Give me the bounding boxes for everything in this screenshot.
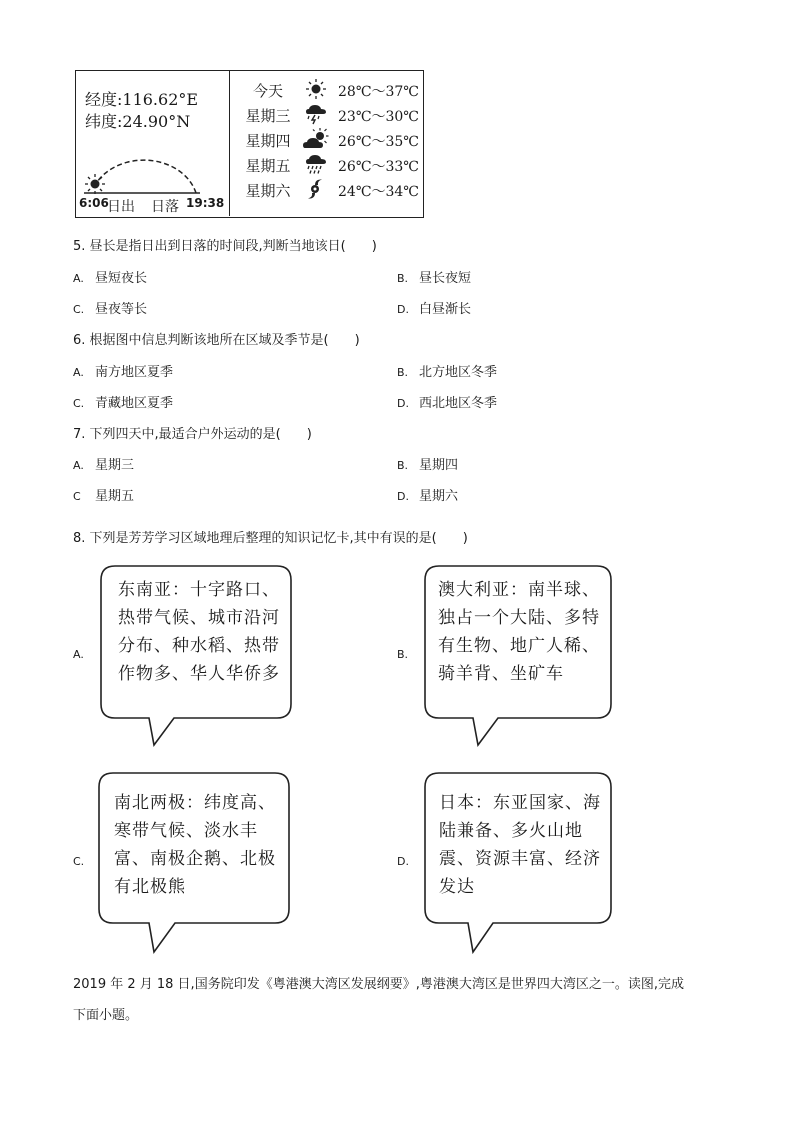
forecast-row [231, 128, 423, 152]
option-d[interactable] [397, 392, 497, 411]
question-5-stem: 5. 昼长是指日出到日落的时间段,判断当地该日( ) [73, 239, 377, 254]
typhoon-icon [303, 178, 329, 200]
option-d[interactable] [397, 298, 471, 317]
sunset-label: 日落 [151, 199, 179, 215]
option-c[interactable] [73, 485, 134, 504]
option-c[interactable] [73, 392, 173, 411]
thunderstorm-icon [303, 103, 329, 125]
option-a-letter: A. [73, 648, 84, 661]
option-text: 星期四 [419, 458, 459, 473]
heavy-rain-icon [303, 153, 329, 175]
option-a[interactable] [73, 267, 147, 286]
option-letter: D. [397, 303, 409, 316]
option-a-card[interactable] [99, 564, 293, 748]
card-text: 日本：东亚国家、海 陆兼备、多火山地 震、资源丰富、经济 发达 [439, 793, 601, 897]
forecast-day: 星期六 [245, 182, 291, 200]
option-c-card[interactable] [97, 771, 291, 955]
forecast-day: 星期四 [245, 132, 291, 150]
option-d-letter: D. [397, 855, 409, 868]
forecast-day: 星期五 [245, 157, 291, 175]
sunset-time: 19:38 [186, 196, 225, 210]
option-letter: C. [73, 303, 85, 316]
option-b-card[interactable] [423, 564, 613, 748]
option-text: 昼长夜短 [419, 271, 472, 286]
option-d-card[interactable] [423, 771, 613, 955]
option-a[interactable] [73, 361, 173, 380]
forecast-row [231, 103, 423, 127]
forecast-temp: 26℃～35℃ [338, 134, 419, 150]
forecast-temp: 26℃～33℃ [338, 159, 419, 175]
option-c[interactable] [73, 298, 147, 317]
latitude-text: 纬度:24.90°N [85, 112, 191, 131]
longitude-text: 经度:116.62°E [85, 90, 199, 109]
option-letter: C [73, 490, 81, 503]
forecast-row [231, 78, 423, 102]
option-text: 昼夜等长 [95, 302, 148, 317]
option-text: 星期六 [419, 489, 459, 504]
option-text: 星期三 [95, 458, 135, 473]
sunrise-time: 6:06 [79, 196, 109, 210]
option-b[interactable] [397, 267, 471, 286]
option-b-letter: B. [397, 648, 409, 661]
forecast-day: 星期三 [245, 107, 291, 125]
card-text: 东南亚：十字路口、 热带气候、城市沿河 分布、种水稻、热带 作物多、华人华侨多 [118, 580, 280, 684]
option-text: 北方地区冬季 [419, 365, 498, 380]
option-letter: B. [397, 459, 409, 472]
forecast-temp: 28℃～37℃ [338, 84, 419, 100]
option-letter: B. [397, 272, 409, 285]
card-text: 澳大利亚：南半球、 独占一个大陆、多特 有生物、地广人稀、 骑羊背、坐矿车 [438, 580, 600, 684]
forecast-panel [231, 71, 423, 216]
option-b[interactable] [397, 454, 458, 473]
intro-paragraph-line-2: 下面小题。 [73, 1008, 139, 1023]
option-text: 昼短夜长 [95, 271, 148, 286]
sun-icon [84, 173, 106, 195]
option-text: 星期五 [95, 489, 135, 504]
partly-cloudy-icon [303, 128, 329, 150]
option-text: 南方地区夏季 [95, 365, 174, 380]
question-6-stem: 6. 根据图中信息判断该地所在区域及季节是( ) [73, 333, 360, 348]
forecast-row [231, 153, 423, 177]
option-c-letter: C. [73, 855, 85, 868]
option-text: 西北地区冬季 [419, 396, 498, 411]
option-letter: A. [73, 459, 84, 472]
option-text: 青藏地区夏季 [95, 396, 174, 411]
intro-paragraph-line-1: 2019 年 2 月 18 日,国务院印发《粤港澳大湾区发展纲要》,粤港澳大湾区是世界四大湾区之一。读图,完成 [73, 977, 684, 992]
forecast-temp: 23℃～30℃ [338, 109, 419, 125]
option-text: 白昼渐长 [419, 302, 472, 317]
option-letter: B. [397, 366, 409, 379]
option-b[interactable] [397, 361, 497, 380]
forecast-day: 今天 [252, 82, 283, 100]
sunrise-label: 日出 [107, 199, 135, 215]
option-letter: A. [73, 272, 84, 285]
option-letter: D. [397, 490, 409, 503]
question-7-stem: 7. 下列四天中,最适合户外运动的是( ) [73, 427, 312, 442]
card-text: 南北两极：纬度高、 寒带气候、淡水丰 富、南极企鹅、北极 有北极熊 [114, 793, 276, 897]
option-letter: D. [397, 397, 409, 410]
weather-figure [75, 70, 424, 218]
option-d[interactable] [397, 485, 458, 504]
forecast-temp: 24℃～34℃ [338, 184, 419, 200]
forecast-row [231, 178, 423, 202]
option-a[interactable] [73, 454, 134, 473]
location-panel [76, 71, 230, 216]
option-letter: A. [73, 366, 84, 379]
sunny-icon [303, 78, 329, 100]
question-8-stem: 8. 下列是芳芳学习区域地理后整理的知识记忆卡,其中有误的是( ) [73, 531, 468, 546]
option-letter: C. [73, 397, 85, 410]
